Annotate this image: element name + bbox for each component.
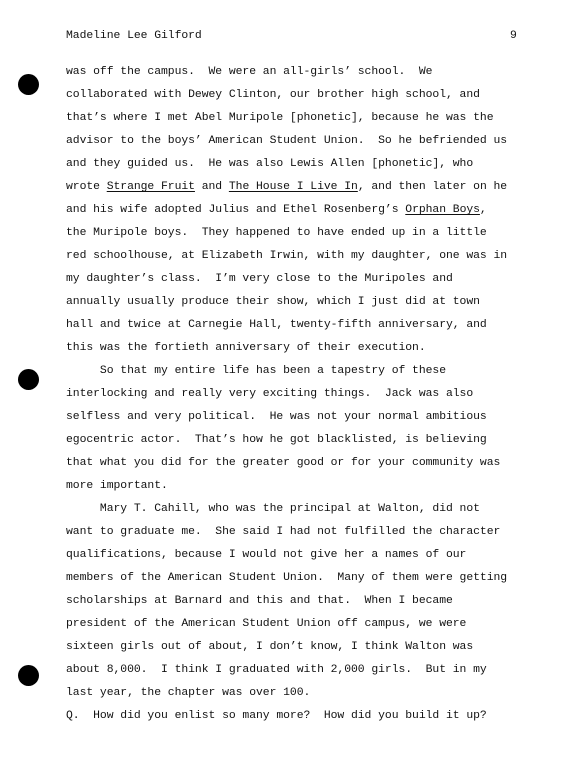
text-run: this was the fortieth anniversary of their execution.: [66, 342, 426, 354]
text-line: [66, 319, 487, 331]
text-run: collaborated with Dewey Clinton, our brother high school, and: [66, 89, 480, 101]
text-line: [66, 503, 480, 515]
text-run: members of the American Student Union. Many of them were getting: [66, 572, 508, 584]
text-run: annually usually produce their show, which I just did at town: [66, 296, 480, 308]
text-run: Q. How did you enlist so many more? How did you build it up?: [66, 710, 487, 722]
text-line: [66, 434, 487, 446]
binder-hole-top: [18, 74, 39, 95]
text-line: [66, 296, 480, 308]
text-line: [66, 89, 480, 101]
text-run: president of the American Student Union off campus, we were: [66, 618, 467, 630]
text-line: [66, 687, 310, 699]
text-run: qualifications, because I would not give her a names of our: [66, 549, 467, 561]
text-line: [66, 227, 487, 239]
text-run: and: [194, 181, 229, 193]
text-run: want to graduate me. She said I had not fulfilled the character: [66, 526, 501, 538]
text-line: [66, 181, 507, 193]
text-run: last year, the chapter was over 100.: [66, 687, 311, 699]
text-run: selfless and very political. He was not your normal ambitious: [66, 411, 487, 423]
text-run: wrote: [66, 181, 107, 193]
text-run: the Muripole boys. They happened to have ended up in a little: [66, 227, 487, 239]
text-run: and they guided us. He was also Lewis Allen [phonetic], who: [66, 158, 474, 170]
text-run: , and then later on he: [357, 181, 508, 193]
text-line: [66, 480, 168, 492]
text-line: [66, 710, 487, 722]
text-run: scholarships at Barnard and this and that. When I became: [66, 595, 453, 607]
page-number: 9: [510, 30, 517, 42]
text-line: [66, 365, 446, 377]
underlined-title: Strange Fruit: [106, 181, 195, 193]
text-line: [66, 549, 466, 561]
text-line: [66, 342, 426, 354]
text-line: [66, 618, 466, 630]
underlined-title: The House I Live In: [228, 181, 358, 193]
text-run: red schoolhouse, at Elizabeth Irwin, with my daughter, one was in: [66, 250, 508, 262]
text-run: ,: [479, 204, 487, 216]
text-run: about 8,000. I think I graduated with 2,000 girls. But in my: [66, 664, 487, 676]
text-line: [66, 66, 432, 78]
text-line: [66, 595, 453, 607]
text-run: more important.: [66, 480, 168, 492]
text-run: interlocking and really very exciting things. Jack was also: [66, 388, 474, 400]
page-header-name: Madeline Lee Gilford: [66, 30, 202, 42]
text-run: that what you did for the greater good or for your community was: [66, 457, 501, 469]
text-line: [66, 273, 453, 285]
text-line: [66, 388, 473, 400]
text-run: was off the campus. We were an all-girls’ school. We: [66, 66, 433, 78]
text-run: sixteen girls out of about, I don’t know, I think Walton was: [66, 641, 474, 653]
text-run: advisor to the boys’ American Student Union. So he befriended us: [66, 135, 508, 147]
text-line: [66, 158, 473, 170]
text-line: [66, 112, 494, 124]
text-line: [66, 641, 473, 653]
text-line: [66, 457, 500, 469]
text-line: [66, 250, 507, 262]
binder-hole-middle: [18, 369, 39, 390]
text-line: [66, 204, 487, 216]
text-run: my daughter’s class. I’m very close to the Muripoles and: [66, 273, 453, 285]
text-run: that’s where I met Abel Muripole [phonetic], because he was the: [66, 112, 494, 124]
text-run: hall and twice at Carnegie Hall, twenty-fifth anniversary, and: [66, 319, 487, 331]
text-run: and his wife adopted Julius and Ethel Rosenberg’s: [66, 204, 406, 216]
text-line: [66, 572, 507, 584]
binder-hole-bottom: [18, 665, 39, 686]
text-line: [66, 135, 507, 147]
underlined-title: Orphan Boys: [405, 204, 480, 216]
text-line: [66, 526, 500, 538]
text-line: [66, 664, 487, 676]
text-line: [66, 411, 487, 423]
text-run: Mary T. Cahill, who was the principal at Walton, did not: [66, 503, 480, 515]
text-run: So that my entire life has been a tapestry of these: [66, 365, 446, 377]
text-run: egocentric actor. That’s how he got blacklisted, is believing: [66, 434, 487, 446]
